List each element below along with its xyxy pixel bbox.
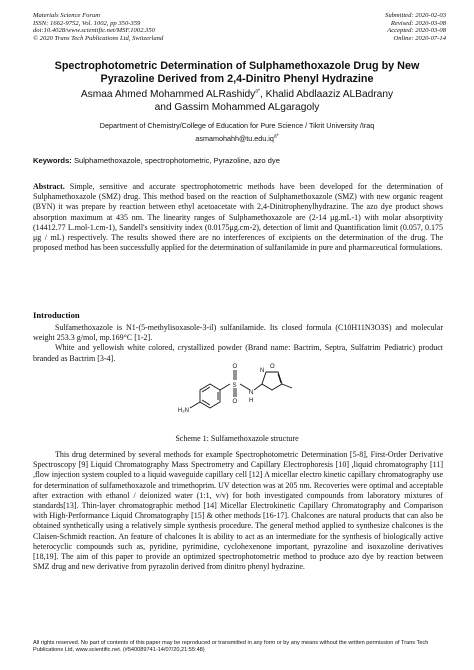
- affiliation: Department of Chemistry/College of Education for Pure Science / Tikrit University /Iraq: [99, 121, 375, 130]
- author-1: Asmaa Ahmed Mohammed ALRashidy: [80, 89, 256, 100]
- amine-bond: [190, 402, 200, 408]
- scheme-caption: Scheme 1: Sulfamethoxazole structure: [175, 434, 299, 443]
- atom-oxygen-bottom: O: [232, 399, 238, 405]
- email-text[interactable]: asmamohahh@tu.edu.iq: [195, 134, 274, 143]
- author-2: , Khalid Abdlaaziz ALBadrany: [260, 89, 394, 100]
- body-paragraph-methods: This drug determined by several methods for example Spectrophotometric Determination [5-8], First-Order Derivative Spectroscopy [9] Liquid Chromatography Mass Spectrometry and Capillary Electrophoresis [10] ,liquid chromatography [11] ,flow injection system coupled to a liquid waveguide capillary cell [12] A micellar electro kinetic capillary chromatography use for determination of sulfamethoxazole and trimethoprim. UV detection was at 205 nm. Recoveries were optimal and acceptable after extraction with ethanol / deionized water (1:1, v/v) for both investigated compounds from laboratory mixtures of standards[13]. Thin-layer chromatographic method [14] Micellar Electrokinetic Capillary Chromatography and Comparison with High-Performance Liquid Chromatography [15] & other methods [16-17]. Chalcones are natural products that can also be obtained synthetically using a relatively simple synthesis procedure. The general method applied to synthesize chalcones is the Claisen-Schmidt reaction. An feature of chalcones It is ability to act as an intermediate for the synthesis of biologically active heterocyclic compounds such as, pyridine, pyrimidine, cyclohexenone important, pyrazoline and isoxazoline derivatives [18,19]. The aim of this paper to provide an optimized spectrophotometric method to produce azo dye by reaction between SMZ drug and new derivative from pyrazolin derived from dinitro phenyl hydrazine.: [33, 450, 443, 572]
- atom-oxygen-top: O: [232, 364, 238, 370]
- keywords-label: Keywords:: [33, 156, 72, 165]
- sulfur-bond: [220, 384, 230, 390]
- abstract-label: Abstract.: [33, 182, 65, 191]
- title-line-1: Spectrophotometric Determination of Sulphamethoxazole Drug by New: [54, 60, 420, 72]
- atom-sulfur: S: [232, 383, 237, 389]
- date-revised: Revised: 2020-03-08: [390, 19, 446, 27]
- authors-line-1: [30, 88, 444, 101]
- isoxazole-ring: [262, 372, 282, 390]
- authors-line-2: and Gassim Mohammed ALgaragoly: [154, 102, 320, 114]
- authors: [30, 88, 444, 115]
- date-accepted: Accepted: 2020-03-08: [387, 27, 446, 35]
- keywords: [33, 156, 443, 165]
- paper-title: [30, 60, 444, 86]
- author-email: [30, 134, 444, 143]
- benzene-ring: [200, 384, 220, 408]
- journal-name: Materials Science Forum: [33, 12, 101, 19]
- author-1-mark: a*: [255, 88, 261, 95]
- date-online: Online: 2020-07-14: [393, 34, 446, 42]
- keywords-text: Sulphamethoxazole, spectrophotometric, Pyrazoline, azo dye: [71, 156, 280, 165]
- section-heading-introduction: Introduction: [33, 310, 80, 320]
- title-line-2: Pyrazoline Derived from 2,4-Dinitro Phenyl Hydrazine: [100, 72, 374, 85]
- abstract-text: Simple, sensitive and accurate spectrophotometric methods have been developed for the determination of Sulphamethoxazole (SMZ) drug. This method based on the reaction of Sulphamethoxazole (SMZ) with new organic reagent (BYN) it was prepare by reaction between ethyl acetoacetate with 2,4-Dinitrophenylhydrazine. The azo dye product shows absorption maximum at 435 nm. The linearity ranges of Sulphamethoxazole are (2-14 μg.mL-1) with molar absorptivity (14412.77 L.mol-1.cm-1), Sandell's sensitivity index (0.0175μg.cm-2), detection of limit and Quantification limit (0.057, 0.175 μg / mL) respectively. The results showed there are no interferences of excipients on the determination of the drug. The proposed method has been successfully applied for the determination of sulfanilamide in pure and pharmaceutical formulations.: [33, 182, 443, 253]
- atom-hydrogen-amide: H: [249, 398, 254, 404]
- journal-copyright: © 2020 Trans Tech Publications Ltd, Switzerland: [33, 34, 164, 42]
- atom-nitrogen-amide: N: [249, 390, 254, 396]
- abstract: [33, 182, 443, 253]
- methyl-bond: [282, 384, 292, 388]
- date-submitted: Submitted: 2020-02-03: [385, 12, 446, 19]
- atom-oxygen-ring: O: [270, 364, 275, 370]
- copyright-footer: All rights reserved. No part of contents of this paper may be reproduced or transmitted in any form or by any means without the written permission of Trans Tech Publications Ltd, www.scientific.net. (#540089741-14/07/20,21:55:48): [33, 640, 429, 653]
- atom-h2n: H₂N: [178, 408, 189, 414]
- journal-issn: ISSN: 1662-9752, Vol. 1002, pp 350-359: [33, 19, 141, 27]
- intro-paragraph-2: White and yellowish white colored, crystallized powder (Brand name: Bactrim, Septra, Sulfatrim Pediatric) product branded as Bactrim [3-4].: [33, 343, 443, 363]
- email-mark: a*: [273, 133, 279, 140]
- sulfamethoxazole-structure: [160, 350, 300, 430]
- atom-nitrogen-ring: N: [260, 368, 265, 374]
- intro-paragraph-1: Sulfamethoxazole is N1-(5-methylisoxasole-3-il) sulfanilamide. Its closed formula (C10H11N3O3S) and molecular weight 253.3 g/mol, mp.169°C [1-2].: [33, 323, 443, 343]
- journal-doi: doi:10.4028/www.scientific.net/MSF.1002.350: [33, 27, 155, 35]
- ring-link-bond: [254, 384, 262, 390]
- journal-info: [33, 12, 263, 42]
- structure-bonds: [190, 370, 292, 408]
- submission-dates: [286, 12, 446, 42]
